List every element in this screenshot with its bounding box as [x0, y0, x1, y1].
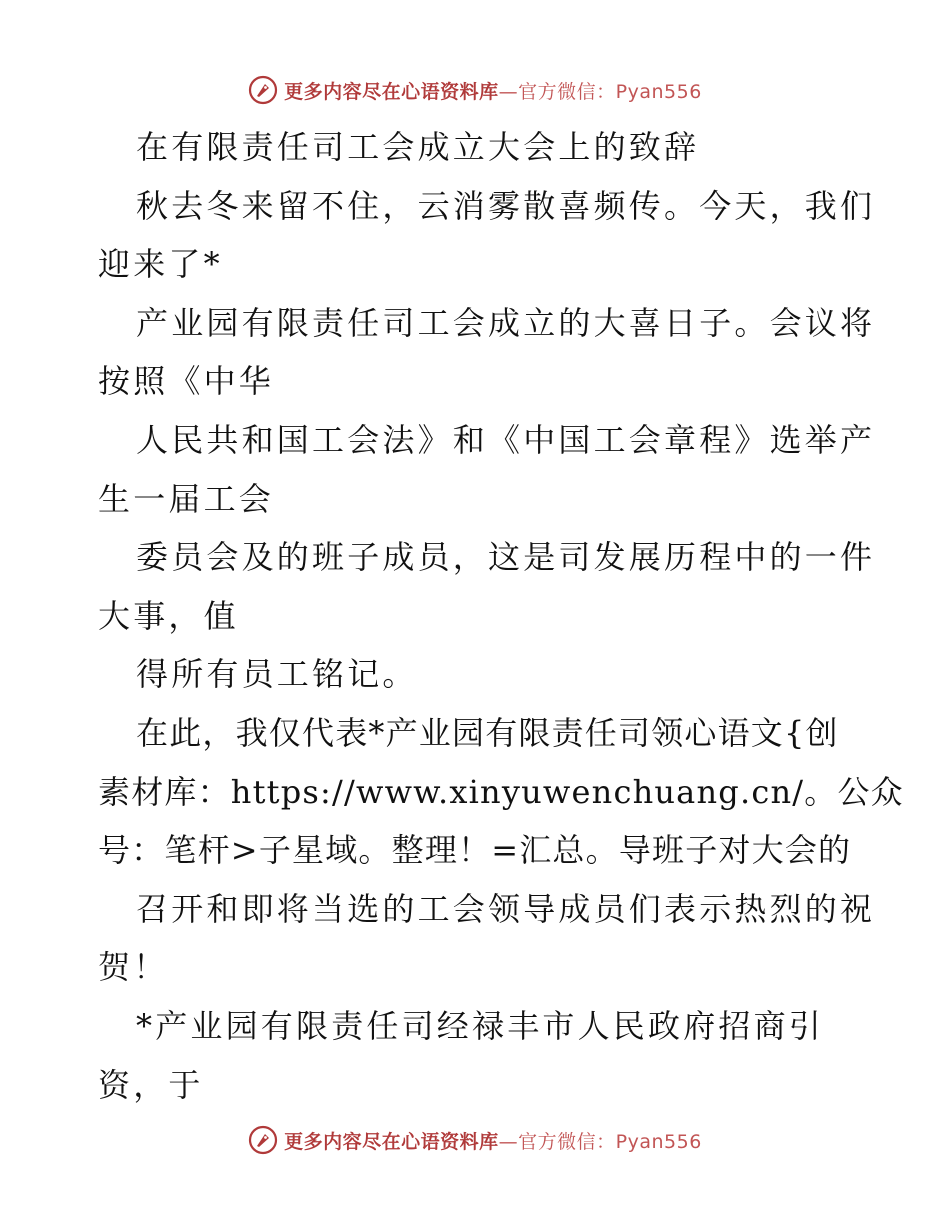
paragraph-line: 在此，我仅代表*产业园有限责任司领心语文{创 [136, 713, 839, 752]
paragraph-line: 委员会及的班子成员，这是司发展历程中的一件 [136, 538, 876, 577]
footer-watermark [0, 1120, 950, 1160]
pen-nib-icon [248, 1125, 278, 1155]
paragraph-line: 产业园有限责任司工会成立的大喜日子。会议将 [136, 303, 876, 342]
paragraph-line: 按照《中华 [98, 362, 275, 401]
paragraph-line: 召开和即将当选的工会领导成员们表示热烈的祝 [136, 889, 876, 928]
paragraph-line: 贺！ [98, 948, 169, 987]
paragraph-line: 得所有员工铭记。 [136, 655, 418, 694]
watermark-official: —官方微信：Pyan556 [498, 80, 702, 103]
watermark-brand: 更多内容尽在心语资料库 [284, 80, 499, 103]
paragraph-line: 迎来了* [98, 245, 223, 284]
paragraph-line: 素材库：https://www.xinyuwenchuang.cn/。公众 [98, 772, 904, 811]
paragraph-line: 资，于 [98, 1065, 204, 1104]
paragraph-line: 号：笔杆>子星域。整理！=汇总。导班子对大会的 [98, 831, 852, 870]
watermark-official: —官方微信：Pyan556 [498, 1130, 702, 1153]
paragraph-line: *产业园有限责任司经禄丰市人民政府招商引 [136, 1006, 825, 1045]
paragraph-line: 人民共和国工会法》和《中国工会章程》选举产 [136, 420, 876, 459]
paragraph-line: 秋去冬来留不住，云消雾散喜频传。今天，我们 [136, 186, 876, 225]
paragraph-line: 生一届工会 [98, 479, 275, 518]
pen-nib-icon [248, 75, 278, 105]
watermark-text [284, 1127, 702, 1154]
document-body [98, 118, 904, 1114]
paragraph-line: 大事，值 [98, 596, 239, 635]
document-title: 在有限责任司工会成立大会上的致辞 [136, 128, 700, 166]
header-watermark [0, 70, 950, 110]
watermark-brand: 更多内容尽在心语资料库 [284, 1130, 499, 1153]
watermark-text [284, 77, 702, 104]
